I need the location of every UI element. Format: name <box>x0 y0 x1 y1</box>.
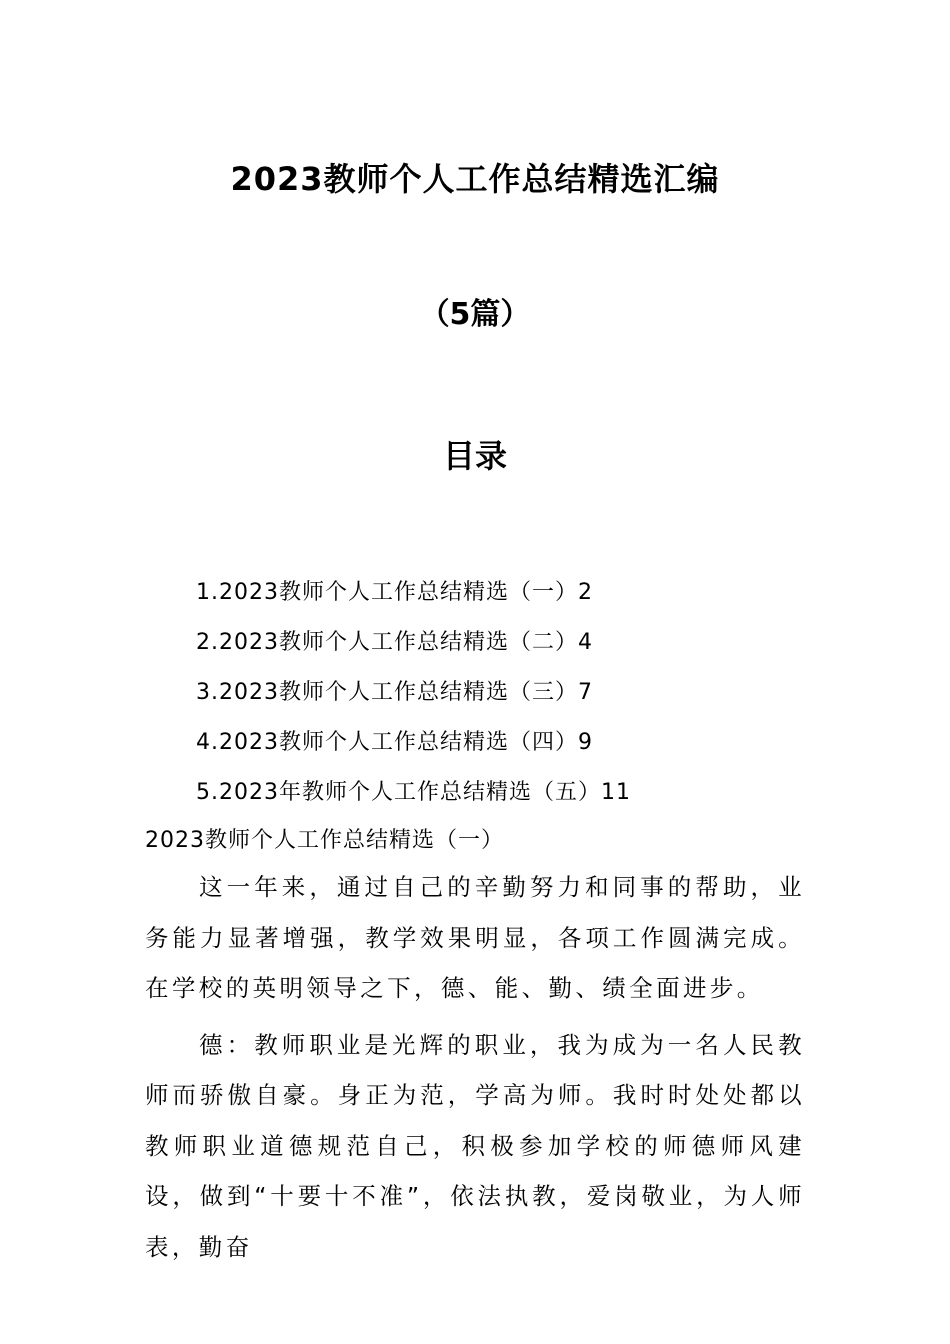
toc-item: 5.2023年教师个人工作总结精选（五）11 <box>196 780 631 805</box>
document-title: 2023教师个人工作总结精选汇编 <box>230 160 720 198</box>
document-subtitle: （5篇） <box>419 297 531 332</box>
paragraph: 德：教师职业是光辉的职业，我为成为一名人民教师而骄傲自豪。身正为范，学高为师。我时时处处都以教师职业道德规范自己，积极参加学校的师德师风建设，做到“十要十不准”，依法执教，爱岗敬业，为人师表，勤奋 <box>145 1030 805 1261</box>
body-text <box>145 862 805 1272</box>
toc-item: 4.2023教师个人工作总结精选（四）9 <box>196 730 593 755</box>
toc-item: 2.2023教师个人工作总结精选（二）4 <box>196 630 593 655</box>
toc-item: 3.2023教师个人工作总结精选（三）7 <box>196 680 593 705</box>
table-of-contents <box>196 568 631 818</box>
toc-item: 1.2023教师个人工作总结精选（一）2 <box>196 580 593 605</box>
section-heading: 2023教师个人工作总结精选（一） <box>145 828 504 853</box>
toc-heading: 目录 <box>442 437 507 475</box>
paragraph: 这一年来，通过自己的辛勤努力和同事的帮助，业务能力显著增强，教学效果明显，各项工作圆满完成。在学校的英明领导之下，德、能、勤、绩全面进步。 <box>145 873 805 1002</box>
